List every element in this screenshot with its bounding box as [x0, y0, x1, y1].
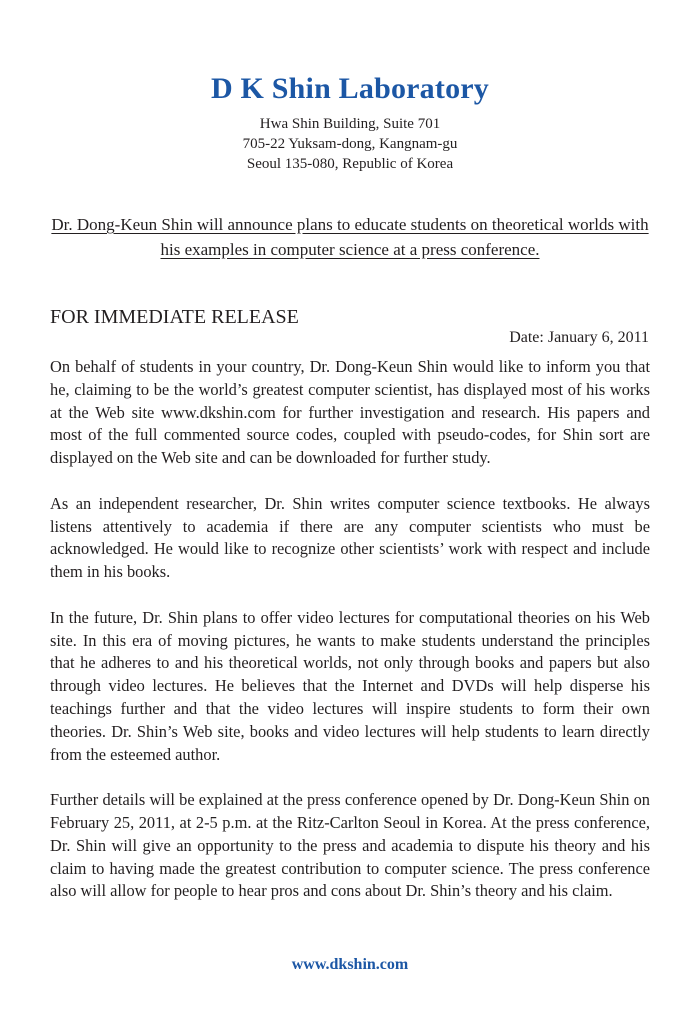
- release-label: FOR IMMEDIATE RELEASE: [50, 306, 299, 328]
- paragraph-2: As an independent researcher, Dr. Shin writes computer science textbooks. He always listens attentively to academia if there are any computer scientists who must be acknowledged. He would like to recognize other scientists’ work with respect and include them in his books.: [50, 493, 650, 582]
- paragraph-3: In the future, Dr. Shin plans to offer video lectures for computational theories on his Web site. In this era of moving pictures, he wants to make students understand the principles that he adheres to and his theoretical worlds, not only through books and papers but also through video lectures. He believes that the Internet and DVDs will help disperse his teachings further and that the video lectures will inspire students to form their own theories. Dr. Shin’s Web site, books and video lectures will help students to learn directly from the esteemed author.: [50, 607, 650, 764]
- release-date: Date: January 6, 2011: [509, 329, 649, 346]
- paragraph-4: Further details will be explained at the press conference opened by Dr. Dong-Keun Shin on February 25, 2011, at 2-5 p.m. at the Ritz-Carlton Seoul in Korea. At the press conference, Dr. Shin will give an opportunity to the press and academia to dispute his theory and his claim to having made the greatest contribution to computer science. The press conference also will allow for people to hear pros and cons about Dr. Shin’s theory and his claim.: [50, 790, 650, 901]
- lab-title: D K Shin Laboratory: [210, 72, 489, 105]
- body-text: [50, 356, 650, 926]
- headline: [50, 212, 650, 262]
- website-link[interactable]: www.dkshin.com: [291, 956, 409, 973]
- address-line-1: Hwa Shin Building, Suite 701: [259, 116, 441, 132]
- headline-text: Dr. Dong-Keun Shin will announce plans to educate students on theoretical worlds with his examples in computer science at a press conference.: [51, 215, 649, 259]
- lab-address: [0, 114, 700, 174]
- address-line-2: 705-22 Yuksam-dong, Kangnam-gu: [242, 136, 458, 152]
- address-line-3: Seoul 135-080, Republic of Korea: [246, 156, 454, 172]
- paragraph-1: On behalf of students in your country, Dr. Dong-Keun Shin would like to inform you that he, claiming to be the world’s greatest computer scientist, has displayed most of his works at the Web site www.dkshin.com for further investigation and research. His papers and most of the full commented source codes, coupled with pseudo-codes, for Shin sort are displayed on the Web site and can be downloaded for further study.: [50, 357, 650, 468]
